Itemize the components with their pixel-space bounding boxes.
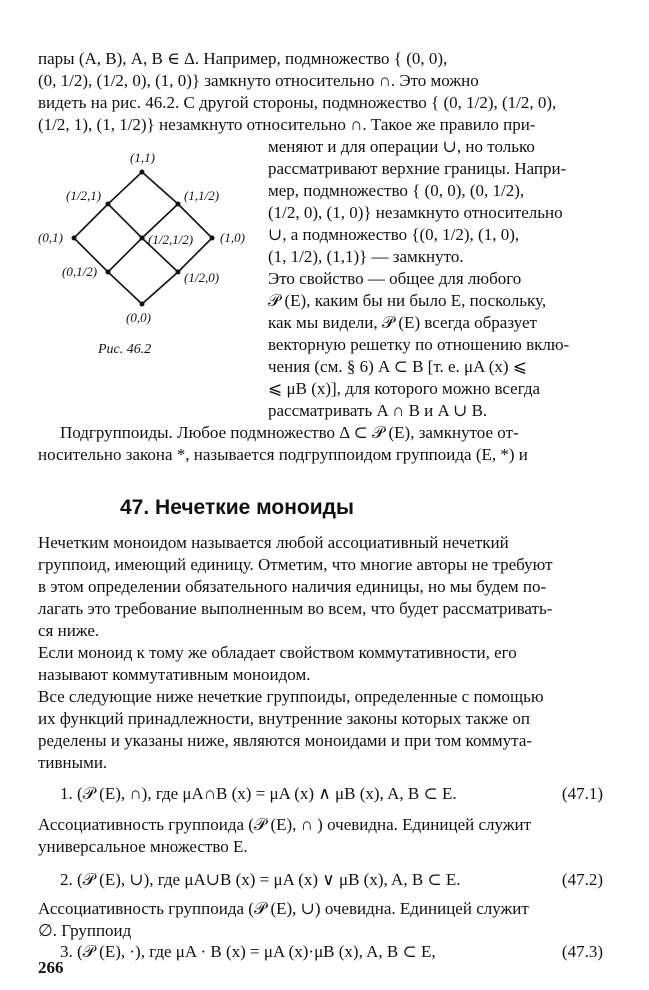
node-label: (0,1): [38, 230, 63, 245]
lattice-diagram: [36, 146, 266, 356]
body-line: их функций принадлежности, внутренние законы которых также оп: [38, 709, 530, 728]
body-line: тивными.: [38, 753, 108, 772]
figure-caption: Рис. 46.2: [98, 342, 152, 357]
text-line: ∪, а подмножество {(0, 1/2), (1, 0),: [268, 225, 520, 244]
subgroupoid-line: носительно закона *, называется подгруппоидом группоида (E, *) и: [38, 445, 528, 464]
body-line: ся ниже.: [38, 621, 100, 640]
text-line: универсальное множество E.: [38, 837, 248, 856]
equation: 2. (𝒫 (E), ∪), где μA∪B (x) = μA (x) ∨ μB (x), A, B ⊂ E.: [60, 870, 461, 889]
node-label: (1,1/2): [184, 188, 220, 203]
node-label: (1/2,1): [66, 188, 102, 203]
equation: 3. (𝒫 (E), ·), где μA · B (x) = μA (x)·μB (x), A, B ⊂ E,: [60, 942, 436, 961]
text-line: пары (A, B), A, B ∈ Δ. Например, подмножество { (0, 0),: [38, 49, 448, 68]
equation-number: (47.3): [561, 942, 603, 961]
body-line: ределены и указаны ниже, являются моноидами и при том коммута-: [38, 731, 533, 750]
text-line: Ассоциативность группоида (𝒫 (E), ∩ ) очевидна. Единицей служит: [38, 815, 532, 834]
page-number: 266: [38, 958, 64, 977]
body-line: в этом определении обязательного наличия единицы, но мы будем по-: [38, 577, 547, 596]
text-line: (0, 1/2), (1/2, 0), (1, 0)} замкнуто относительно ∩. Это можно: [38, 71, 479, 90]
text-line: (1/2, 0), (1, 0)} незамкнуто относительно: [268, 203, 563, 222]
text-line: ∅. Группоид: [38, 921, 132, 940]
text-line: (1/2, 1), (1, 1/2)} незамкнуто относительно ∩. Такое же правило при-: [38, 115, 536, 134]
text-line: ⩽ μB (x)], для которого можно всегда: [268, 379, 541, 398]
text-line: векторную решетку по отношению вклю-: [268, 335, 570, 354]
body-line: называют коммутативным моноидом.: [38, 665, 311, 684]
text-line: чения (см. § 6) A ⊂ B [т. е. μA (x) ⩽: [268, 357, 528, 376]
body-line: Если моноид к тому же обладает свойством коммутативности, его: [38, 643, 517, 662]
node-label: (1/2,1/2): [148, 232, 194, 247]
body-line: группоид, имеющий единицу. Отметим, что многие авторы не требуют: [38, 555, 553, 574]
text-line: 𝒫 (E), каким бы ни было E, поскольку,: [268, 291, 547, 310]
body-line: Нечетким моноидом называется любой ассоциативный нечеткий: [38, 533, 509, 552]
node-label: (1,0): [220, 230, 245, 245]
section-title: 47. Нечеткие моноиды: [120, 496, 354, 519]
equation: 1. (𝒫 (E), ∩), где μA∩B (x) = μA (x) ∧ μB (x), A, B ⊂ E.: [60, 784, 457, 803]
text-line: меняют и для операции ∪, но только: [268, 137, 535, 156]
text-line: мер, подмножество { (0, 0), (0, 1/2),: [268, 181, 525, 200]
text-line: рассматривают верхние границы. Напри-: [268, 159, 567, 178]
text-line: Это свойство — общее для любого: [268, 269, 522, 288]
text-line: рассматривать A ∩ B и A ∪ B.: [268, 401, 488, 420]
text-line: Ассоциативность группоида (𝒫 (E), ∪) очевидна. Единицей служит: [38, 899, 529, 918]
text-line: как мы видели, 𝒫 (E) всегда образует: [268, 313, 537, 332]
node-label: (0,0): [126, 310, 151, 325]
node-label: (1,1): [130, 150, 155, 165]
body-line: Все следующие ниже нечеткие группоиды, определенные с помощью: [38, 687, 544, 706]
equation-number: (47.2): [561, 870, 603, 889]
text-line: (1, 1/2), (1,1)} — замкнуто.: [268, 247, 464, 266]
body-line: лагать это требование выполненным во всем, что будет рассматривать-: [38, 599, 553, 618]
equation-number: (47.1): [561, 784, 603, 803]
node-label: (0,1/2): [62, 264, 98, 279]
node-label: (1/2,0): [184, 270, 220, 285]
text-line: видеть на рис. 46.2. С другой стороны, подмножество { (0, 1/2), (1/2, 0),: [38, 93, 557, 112]
subgroupoid-line: Подгруппоиды. Любое подмножество Δ ⊂ 𝒫 (E), замкнутое от-: [60, 423, 519, 442]
